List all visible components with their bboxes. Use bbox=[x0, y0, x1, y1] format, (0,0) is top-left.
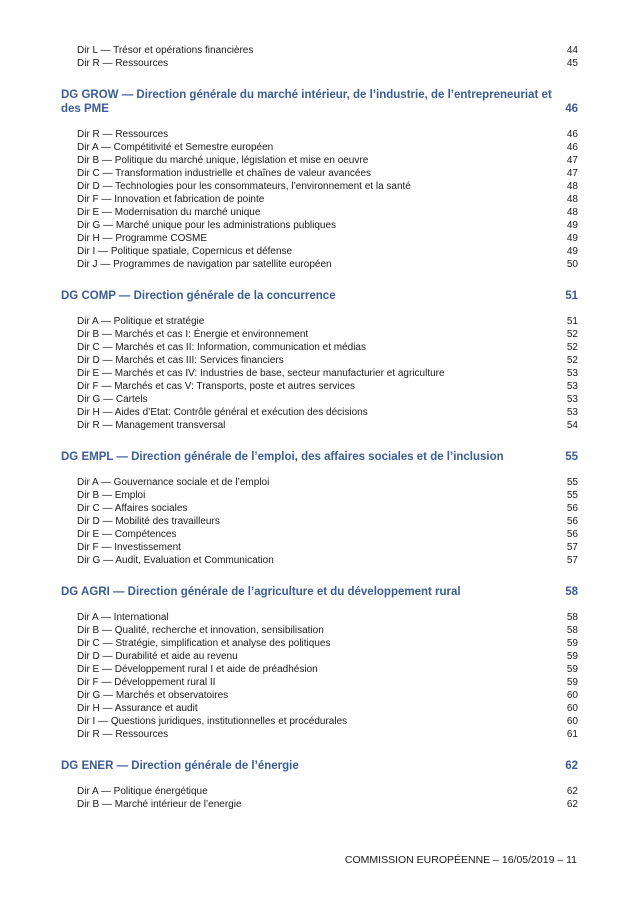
toc-entry[interactable] bbox=[61, 258, 578, 271]
toc-entry[interactable] bbox=[61, 515, 578, 528]
toc-entry-page-number: 49 bbox=[566, 220, 578, 231]
toc-entry-label: Dir J — Programmes de navigation par satellite européen bbox=[77, 259, 332, 270]
toc-entry-page-number: 59 bbox=[566, 677, 578, 688]
toc-entry-label: Dir B — Marchés et cas I: Énergie et environnement bbox=[77, 329, 309, 340]
section-heading[interactable] bbox=[61, 759, 578, 773]
toc-entry-label: Dir B — Politique du marché unique, législation et mise en oeuvre bbox=[77, 155, 369, 166]
toc-entry-page-number: 59 bbox=[566, 651, 578, 662]
toc-entry-label: Dir B — Emploi bbox=[77, 490, 146, 501]
toc-entry[interactable] bbox=[61, 354, 578, 367]
toc-entry-label: Dir D — Mobilité des travailleurs bbox=[77, 516, 220, 527]
toc-entry[interactable] bbox=[61, 328, 578, 341]
toc-entry[interactable] bbox=[61, 489, 578, 502]
toc-entry-page-number: 57 bbox=[566, 555, 578, 566]
toc-entry[interactable] bbox=[61, 476, 578, 489]
toc-entry-label: Dir G — Audit, Evaluation et Communication bbox=[77, 555, 274, 566]
toc-entry-label: Dir R — Management transversal bbox=[77, 420, 226, 431]
toc-entry-page-number: 59 bbox=[566, 664, 578, 675]
toc-entry[interactable] bbox=[61, 419, 578, 432]
toc-entry-page-number: 47 bbox=[566, 155, 578, 166]
section-title: DG COMP — Direction générale de la concurrence bbox=[61, 290, 336, 302]
toc-entry-page-number: 44 bbox=[566, 45, 578, 56]
toc-entry[interactable] bbox=[61, 541, 578, 554]
toc-entry-page-number: 52 bbox=[566, 355, 578, 366]
toc-entry-page-number: 56 bbox=[566, 503, 578, 514]
section-heading[interactable] bbox=[61, 88, 578, 116]
toc-entry[interactable] bbox=[61, 798, 578, 811]
toc-entry[interactable] bbox=[61, 650, 578, 663]
toc-entry-page-number: 58 bbox=[566, 612, 578, 623]
toc-entry-label: Dir B — Qualité, recherche et innovation, sensibilisation bbox=[77, 625, 324, 636]
toc-entry[interactable] bbox=[61, 663, 578, 676]
toc-entry-label: Dir C — Transformation industrielle et chaînes de valeur avancées bbox=[77, 168, 372, 179]
toc-entry-label: Dir G — Marché unique pour les administrations publiques bbox=[77, 220, 337, 231]
toc-entry-label: Dir D — Marchés et cas III: Services financiers bbox=[77, 355, 284, 366]
toc-entry[interactable] bbox=[61, 167, 578, 180]
toc-entry-page-number: 46 bbox=[566, 142, 578, 153]
toc-entry-label: Dir E — Modernisation du marché unique bbox=[77, 207, 261, 218]
toc-entry-page-number: 48 bbox=[566, 181, 578, 192]
toc-entry-label: Dir G — Marchés et observatoires bbox=[77, 690, 229, 701]
toc-entry-label: Dir E — Compétences bbox=[77, 529, 177, 540]
toc-entry-label: Dir C — Marchés et cas II: Information, communication et médias bbox=[77, 342, 366, 353]
toc-section bbox=[61, 759, 578, 811]
lead-entries bbox=[61, 44, 578, 70]
section-title: DG ENER — Direction générale de l’énergie bbox=[61, 760, 299, 772]
toc-entry-label: Dir E — Développement rural I et aide de préadhésion bbox=[77, 664, 318, 675]
section-heading[interactable] bbox=[61, 585, 578, 599]
section-page-number: 46 bbox=[565, 103, 578, 115]
toc-entry-label: Dir G — Cartels bbox=[77, 394, 148, 405]
toc-entry-page-number: 56 bbox=[566, 529, 578, 540]
section-page-number: 55 bbox=[565, 451, 578, 463]
toc-entry[interactable] bbox=[61, 245, 578, 258]
toc-entry-label: Dir F — Investissement bbox=[77, 542, 181, 553]
toc-entry-label: Dir A — Politique énergétique bbox=[77, 786, 208, 797]
section-page-number: 51 bbox=[565, 290, 578, 302]
toc-entry-page-number: 58 bbox=[566, 625, 578, 636]
toc-entry-page-number: 62 bbox=[566, 786, 578, 797]
toc-entry-label: Dir A — International bbox=[77, 612, 169, 623]
toc-entry-label: Dir H — Aides d’Etat: Contrôle général et exécution des décisions bbox=[77, 407, 368, 418]
toc-entry-label: Dir B — Marché intérieur de l’energie bbox=[77, 799, 242, 810]
toc-entry[interactable] bbox=[61, 528, 578, 541]
toc-entry-page-number: 53 bbox=[566, 368, 578, 379]
toc-entry[interactable] bbox=[61, 206, 578, 219]
toc-entry-page-number: 56 bbox=[566, 516, 578, 527]
toc-entry[interactable] bbox=[61, 502, 578, 515]
toc-entry[interactable] bbox=[61, 232, 578, 245]
toc-entry-label: Dir E — Marchés et cas IV: Industries de base, secteur manufacturier et agriculture bbox=[77, 368, 445, 379]
section-heading[interactable] bbox=[61, 289, 578, 303]
toc-section bbox=[61, 289, 578, 432]
toc-entry[interactable] bbox=[61, 180, 578, 193]
toc-entry-page-number: 51 bbox=[566, 316, 578, 327]
toc-entry-page-number: 52 bbox=[566, 329, 578, 340]
toc-entry[interactable] bbox=[61, 676, 578, 689]
toc-entry-label: Dir D — Technologies pour les consommateurs, l’environnement et la santé bbox=[77, 181, 411, 192]
toc-entry-page-number: 61 bbox=[566, 729, 578, 740]
toc-entry-page-number: 49 bbox=[566, 233, 578, 244]
toc-section bbox=[61, 450, 578, 567]
section-page-number: 62 bbox=[565, 760, 578, 772]
toc-entry[interactable] bbox=[61, 406, 578, 419]
section-heading[interactable] bbox=[61, 450, 578, 464]
toc-entry[interactable] bbox=[61, 367, 578, 380]
toc-section bbox=[61, 88, 578, 271]
toc-entry[interactable] bbox=[61, 154, 578, 167]
toc-entry-page-number: 60 bbox=[566, 716, 578, 727]
toc-entry[interactable] bbox=[61, 380, 578, 393]
toc-entry-page-number: 55 bbox=[566, 490, 578, 501]
toc-sections bbox=[61, 88, 578, 811]
toc-entry-label: Dir L — Trésor et opérations financières bbox=[77, 45, 254, 56]
section-page-number: 58 bbox=[565, 586, 578, 598]
toc-entry[interactable] bbox=[61, 689, 578, 702]
toc-entry[interactable] bbox=[61, 785, 578, 798]
section-title: DG EMPL — Direction générale de l’emploi, des affaires sociales et de l’inclusion bbox=[61, 451, 504, 463]
toc-entry-label: Dir A — Compétitivité et Semestre européen bbox=[77, 142, 274, 153]
toc-entry-label: Dir A — Gouvernance sociale et de l’emploi bbox=[77, 477, 270, 488]
toc-entry-label: Dir C — Stratégie, simplification et analyse des politiques bbox=[77, 638, 331, 649]
table-of-contents bbox=[61, 44, 578, 811]
toc-entry[interactable] bbox=[61, 219, 578, 232]
toc-entry-page-number: 60 bbox=[566, 703, 578, 714]
toc-entry-page-number: 60 bbox=[566, 690, 578, 701]
toc-entry-page-number: 47 bbox=[566, 168, 578, 179]
toc-entry[interactable] bbox=[61, 44, 578, 57]
toc-entry[interactable] bbox=[61, 702, 578, 715]
toc-entry-label: Dir I — Questions juridiques, institutionnelles et procédurales bbox=[77, 716, 348, 727]
toc-entry-label: Dir F — Innovation et fabrication de pointe bbox=[77, 194, 265, 205]
toc-entry-label: Dir H — Programme COSME bbox=[77, 233, 208, 244]
toc-entry-label: Dir C — Affaires sociales bbox=[77, 503, 188, 514]
toc-entry-label: Dir D — Durabilité et aide au revenu bbox=[77, 651, 238, 662]
toc-entry[interactable] bbox=[61, 624, 578, 637]
toc-entry-page-number: 48 bbox=[566, 194, 578, 205]
toc-entry-page-number: 59 bbox=[566, 638, 578, 649]
toc-entry[interactable] bbox=[61, 193, 578, 206]
toc-entry[interactable] bbox=[61, 728, 578, 741]
toc-entry-label: Dir H — Assurance et audit bbox=[77, 703, 198, 714]
toc-entry-page-number: 62 bbox=[566, 799, 578, 810]
toc-entry-page-number: 50 bbox=[566, 259, 578, 270]
toc-entry-page-number: 57 bbox=[566, 542, 578, 553]
toc-entry[interactable] bbox=[61, 57, 578, 70]
toc-entry-page-number: 55 bbox=[566, 477, 578, 488]
toc-entry-label: Dir I — Politique spatiale, Copernicus et défense bbox=[77, 246, 293, 257]
toc-entry-page-number: 48 bbox=[566, 207, 578, 218]
page-footer: COMMISSION EUROPÉENNE – 16/05/2019 – 11 bbox=[344, 854, 577, 866]
toc-entry-page-number: 46 bbox=[566, 129, 578, 140]
toc-entry-page-number: 52 bbox=[566, 342, 578, 353]
toc-entry-page-number: 49 bbox=[566, 246, 578, 257]
toc-section bbox=[61, 585, 578, 741]
toc-entry-page-number: 54 bbox=[566, 420, 578, 431]
toc-entry-label: Dir F — Développement rural II bbox=[77, 677, 216, 688]
toc-entry-page-number: 53 bbox=[566, 381, 578, 392]
toc-entry-label: Dir R — Ressources bbox=[77, 129, 169, 140]
toc-entry[interactable] bbox=[61, 611, 578, 624]
section-title: DG GROW — Direction générale du marché intérieur, de l’industrie, de l’entrepreneuriat et des PME bbox=[61, 89, 552, 115]
toc-entry[interactable] bbox=[61, 715, 578, 728]
toc-entry-page-number: 53 bbox=[566, 394, 578, 405]
toc-entry[interactable] bbox=[61, 341, 578, 354]
toc-entry[interactable] bbox=[61, 637, 578, 650]
section-title: DG AGRI — Direction générale de l’agriculture et du développement rural bbox=[61, 586, 461, 598]
toc-entry[interactable] bbox=[61, 393, 578, 406]
toc-entry[interactable] bbox=[61, 141, 578, 154]
toc-entry[interactable] bbox=[61, 128, 578, 141]
toc-entry-page-number: 45 bbox=[566, 58, 578, 69]
toc-entry[interactable] bbox=[61, 554, 578, 567]
toc-entry-label: Dir R — Ressources bbox=[77, 729, 169, 740]
toc-entry-page-number: 53 bbox=[566, 407, 578, 418]
toc-entry[interactable] bbox=[61, 315, 578, 328]
toc-entry-label: Dir F — Marchés et cas V: Transports, poste et autres services bbox=[77, 381, 356, 392]
toc-entry-label: Dir A — Politique et stratégie bbox=[77, 316, 205, 327]
toc-entry-label: Dir R — Ressources bbox=[77, 58, 169, 69]
